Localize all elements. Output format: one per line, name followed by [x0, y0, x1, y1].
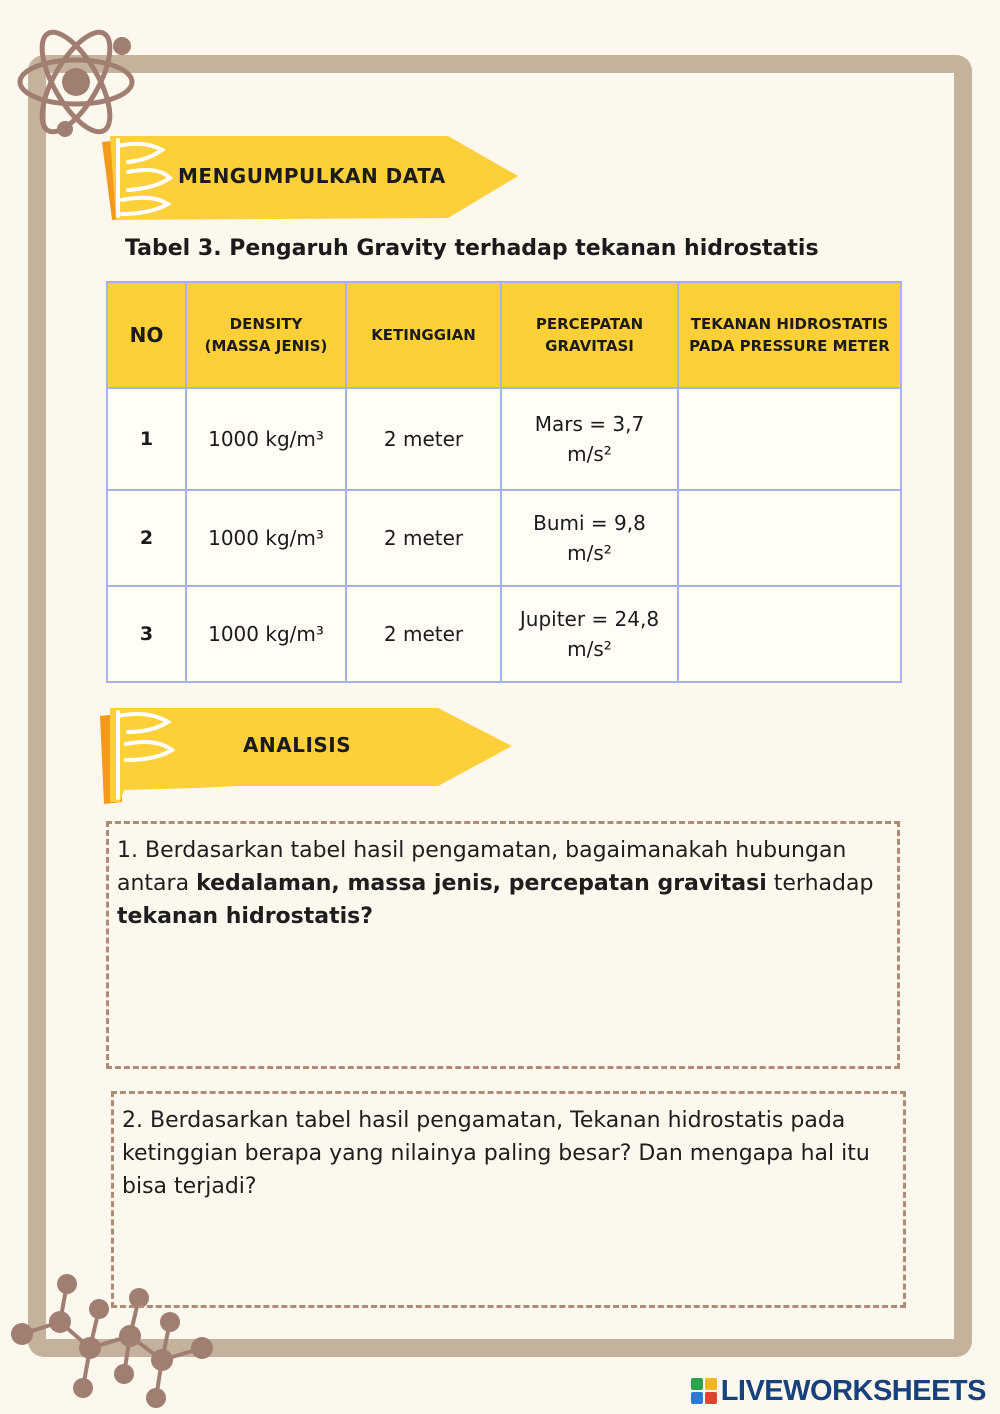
- table-header-row: [107, 282, 901, 388]
- header-density: DENSITY (MASSA JENIS): [186, 282, 346, 388]
- header-height: KETINGGIAN: [346, 282, 501, 388]
- section-title-collect: MENGUMPULKAN DATA: [178, 164, 446, 188]
- cell-pressure-input[interactable]: [678, 388, 901, 490]
- question-1-text: 1. Berdasarkan tabel hasil pengamatan, bagaimanakah hubungan antara: [117, 838, 847, 896]
- cell-height: 2 meter: [346, 586, 501, 682]
- cell-pressure-input[interactable]: [678, 490, 901, 586]
- question-2-text: 2. Berdasarkan tabel hasil pengamatan, Tekanan hidrostatis pada ketinggian berapa yang nilainya paling besar? Dan mengapa hal itu bisa terjadi?: [122, 1108, 870, 1199]
- header-no: NO: [107, 282, 186, 388]
- table-title: Tabel 3. Pengaruh Gravity terhadap tekanan hidrostatis: [125, 236, 819, 261]
- question-2-box[interactable]: [111, 1091, 906, 1308]
- cell-density: 1000 kg/m³: [186, 490, 346, 586]
- cell-density: 1000 kg/m³: [186, 586, 346, 682]
- liveworksheets-logo: [691, 1376, 986, 1406]
- cell-no: 3: [107, 586, 186, 682]
- header-pressure: TEKANAN HIDROSTATIS PADA PRESSURE METER: [678, 282, 901, 388]
- question-1-emphasis-end: tekanan hidrostatis?: [117, 904, 374, 929]
- atom-icon: [10, 20, 140, 145]
- question-1-box[interactable]: [106, 821, 900, 1069]
- cell-no: 2: [107, 490, 186, 586]
- table-row: [107, 586, 901, 682]
- data-table: [106, 281, 902, 683]
- cell-gravity: Jupiter = 24,8 m/s²: [501, 586, 678, 682]
- logo-icon: [691, 1378, 717, 1404]
- section-title-analysis: ANALISIS: [243, 733, 352, 757]
- brand-name: LIVEWORKSHEETS: [720, 1374, 986, 1407]
- cell-density: 1000 kg/m³: [186, 388, 346, 490]
- cell-gravity: Bumi = 9,8 m/s²: [501, 490, 678, 586]
- cell-pressure-input[interactable]: [678, 586, 901, 682]
- cell-height: 2 meter: [346, 388, 501, 490]
- table-row: [107, 388, 901, 490]
- question-1-text-cont: terhadap: [766, 871, 874, 896]
- cell-height: 2 meter: [346, 490, 501, 586]
- header-gravity: PERCEPATAN GRAVITASI: [501, 282, 678, 388]
- cell-gravity: Mars = 3,7 m/s²: [501, 388, 678, 490]
- table-row: [107, 490, 901, 586]
- question-1-emphasis: kedalaman, massa jenis, percepatan gravitasi: [196, 871, 767, 896]
- cell-no: 1: [107, 388, 186, 490]
